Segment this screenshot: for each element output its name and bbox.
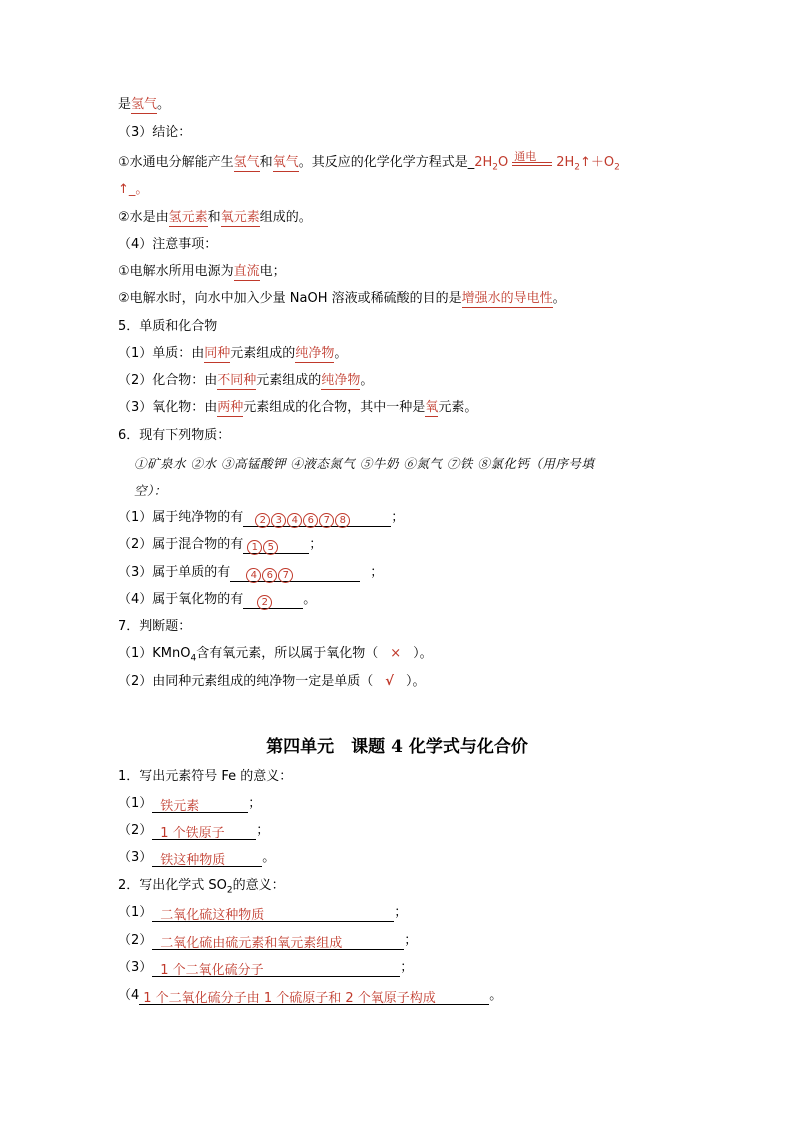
circled-answer: 4 (287, 513, 302, 528)
equation-lhs: $2H_2O$ (474, 155, 509, 173)
circled-answer: 8 (335, 513, 350, 528)
section-title: 第四单元 课题 4 化学式与化合价 (266, 737, 528, 757)
line-conclusion-hydrogen: 是氢气。 (118, 97, 171, 112)
heading-section-7: 7．判断题： (118, 619, 192, 634)
answer: 氧 (425, 400, 439, 415)
so2-meaning-4: （4 1 个二氧化硫分子由 1 个硫原子和 2 个氧原子构成 。 (118, 988, 503, 1006)
heading-section-5: 5．单质和化合物 (118, 319, 218, 334)
line-water-composition: ②水是由氢元素和氧元素组成的。 (118, 210, 312, 225)
question-so2-meaning: 2．写出化学式 $SO_2$的意义： (118, 878, 285, 896)
so2-meaning-3: （3） 1 个二氧化硫分子 ； (118, 960, 414, 978)
circled-answer: 2 (255, 513, 270, 528)
line-judge-2: （2）由同种元素组成的纯净物一定是单质（ √ ）。 (118, 674, 426, 689)
line-elements: （3）属于单质的有 4 6 7 ； (118, 565, 384, 581)
cross-mark: × (390, 646, 402, 661)
heading-section-6: 6．现有下列物质： (118, 428, 231, 443)
answer-blank (243, 539, 309, 554)
fe-meaning-1: （1） 铁元素 ； (118, 796, 262, 814)
equation-rhs: $2H_2↑+O_2$ (556, 155, 620, 173)
circled-answer: 2 (257, 595, 272, 610)
answer: 直流 (233, 264, 260, 279)
fe-meaning-3: （3） 铁这种物质 。 (118, 850, 276, 868)
heading-notes: （4）注意事项： (118, 237, 218, 252)
answer: 氧气 (272, 155, 299, 170)
circled-answer: 3 (271, 513, 286, 528)
line-judge-1: （1）KMnO$_4$含有氧元素，所以属于氧化物（ × ）。 (118, 646, 433, 664)
answer: 氧元素 (220, 210, 260, 225)
question-fe-meaning: 1．写出元素符号 Fe 的意义： (118, 769, 293, 784)
line-compound-def: （2）化合物：由不同种元素组成的纯净物。 (118, 373, 374, 388)
answer: 纯净物 (295, 346, 335, 361)
answer: 两种 (217, 400, 244, 415)
answer: 同种 (204, 346, 231, 361)
answer-blank (230, 567, 360, 582)
substance-list: ①矿泉水 ②水 ③高锰酸钾 ④液态氮气 ⑤牛奶 ⑥氮气 ⑦铁 ⑧氯化钙（用序号填 (134, 456, 595, 471)
answer-blank (243, 512, 391, 527)
line-mixtures: （2）属于混合物的有 1 5 ； (118, 537, 323, 553)
circled-answer: 4 (246, 568, 261, 583)
heading-conclusion: （3）结论： (118, 125, 192, 140)
equation-arrow: 通电 (512, 156, 552, 170)
answer: 氢元素 (168, 210, 208, 225)
line-element-def: （1）单质：由同种元素组成的纯净物。 (118, 346, 348, 361)
answer: 不同种 (217, 373, 257, 388)
fe-meaning-2: （2） 1 个铁原子 ； (118, 823, 270, 841)
line-naoh-purpose: ②电解水时，向水中加入少量 NaOH 溶液或稀硫酸的目的是增强水的导电性。 (118, 291, 566, 306)
line-oxide-def: （3）氧化物：由两种元素组成的化合物，其中一种是氧元素。 (118, 400, 478, 415)
circled-answer: 7 (278, 568, 293, 583)
circled-answer: 6 (303, 513, 318, 528)
circled-answer: 7 (319, 513, 334, 528)
circled-answer: 6 (262, 568, 277, 583)
line-pure-substances: （1）属于纯净物的有 2 3 4 6 7 8 ； (118, 510, 405, 526)
so2-meaning-1: （1） 二氧化硫这种物质 ； (118, 905, 408, 923)
line-power-source: ①电解水所用电源为直流电； (118, 264, 286, 279)
line-oxides: （4）属于氧化物的有 2 。 (118, 592, 317, 608)
answer: 纯净物 (321, 373, 361, 388)
answer: 氢气 (131, 97, 158, 112)
answer-blank (243, 594, 303, 609)
so2-meaning-2: （2） 二氧化硫由硫元素和氧元素组成 ； (118, 933, 418, 951)
answer: 氢气 (233, 155, 260, 170)
answer: 增强水的导电性 (461, 291, 553, 306)
line-equation: ①水通电分解能产生氢气和氧气。其反应的化学化学方程式是$\_2H_2O$ 通电 $2H_2↑+O_2$ (118, 149, 620, 173)
circled-answer: 1 (247, 540, 262, 555)
check-mark: √ (385, 674, 394, 689)
line-equation-end: ↑_。 (118, 182, 149, 197)
substance-list-cont: 空）： (134, 483, 167, 498)
circled-answer: 5 (263, 540, 278, 555)
